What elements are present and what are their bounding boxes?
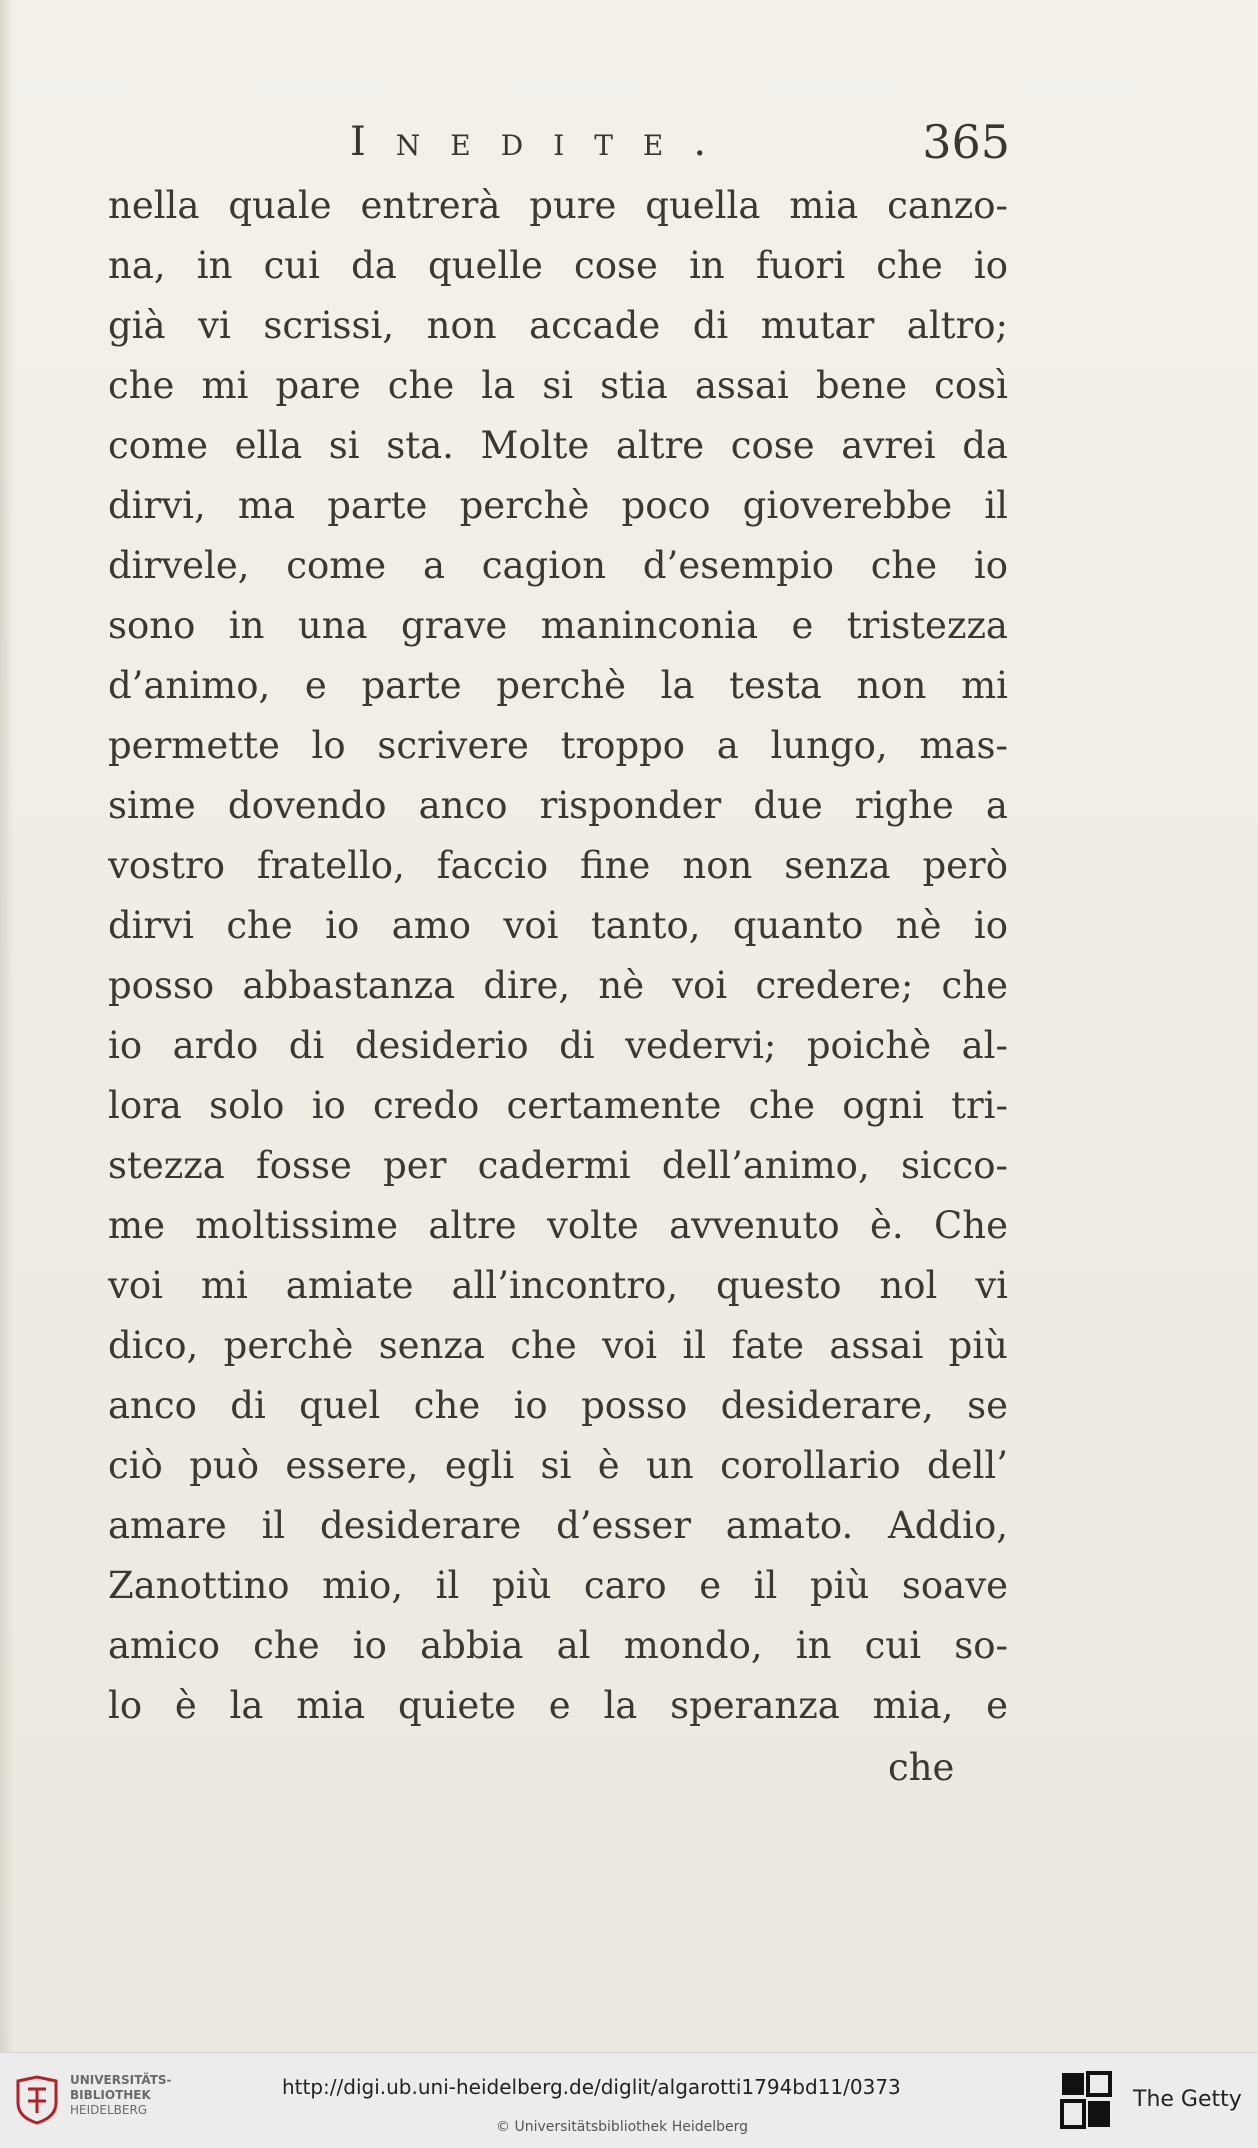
page-header	[110, 112, 1010, 172]
uni-label-line: BIBLIOTHEK	[70, 2088, 151, 2102]
text-line: lora solo io credo certamente che ogni tri-	[108, 1084, 1008, 1127]
text-line: me moltissime altre volte avvenuto è. Che	[108, 1204, 1008, 1247]
uni-label-line: UNIVERSITÄTS-	[70, 2073, 172, 2087]
page-number: 365	[922, 115, 1010, 169]
text-line: voi mi amiate all’incontro, questo nol vi	[108, 1264, 1008, 1307]
catchword: che	[888, 1746, 955, 1789]
text-line: dirvele, come a cagion d’esempio che io	[108, 544, 1008, 587]
text-line: ciò può essere, egli si è un corollario dell’	[108, 1444, 1008, 1487]
text-line: d’animo, e parte perchè la testa non mi	[108, 664, 1008, 707]
getty-label: The Getty	[1133, 2087, 1242, 2112]
text-line: anco di quel che io posso desiderare, se	[108, 1384, 1008, 1427]
getty-logo-icon	[1060, 2071, 1112, 2131]
text-line: dirvi, ma parte perchè poco gioverebbe il	[108, 484, 1008, 527]
text-line: che mi pare che la si stia assai bene così	[108, 364, 1008, 407]
university-library-label	[70, 2073, 172, 2118]
text-line: Zanottino mio, il più caro e il più soave	[108, 1564, 1008, 1607]
text-line: vostro fratello, faccio fine non senza però	[108, 844, 1008, 887]
university-seal-icon	[14, 2075, 60, 2125]
running-head: Inedite.	[350, 119, 737, 165]
text-line: amare il desiderare d’esser amato. Addio,	[108, 1504, 1008, 1547]
text-line: sime dovendo anco risponder due righe a	[108, 784, 1008, 827]
text-line: amico che io abbia al mondo, in cui so-	[108, 1624, 1008, 1667]
text-line: dirvi che io amo voi tanto, quanto nè io	[108, 904, 1008, 947]
text-line: posso abbastanza dire, nè voi credere; che	[108, 964, 1008, 1007]
text-line: nella quale entrerà pure quella mia canzo-	[108, 184, 1008, 227]
text-line: già vi scrissi, non accade di mutar altro;	[108, 304, 1008, 347]
uni-label-line: HEIDELBERG	[70, 2103, 148, 2117]
text-line: io ardo di desiderio di vedervi; poichè al-	[108, 1024, 1008, 1067]
text-line: stezza fosse per cadermi dell’animo, sicco-	[108, 1144, 1008, 1187]
text-line: sono in una grave maninconia e tristezza	[108, 604, 1008, 647]
permalink-url[interactable]: http://digi.ub.uni-heidelberg.de/diglit/algarotti1794bd11/0373	[282, 2075, 901, 2099]
viewer-footer	[0, 2052, 1258, 2148]
copyright-notice: © Universitätsbibliothek Heidelberg	[496, 2119, 749, 2135]
text-line: na, in cui da quelle cose in fuori che io	[108, 244, 1008, 287]
text-line: lo è la mia quiete e la speranza mia, e	[108, 1684, 1008, 1727]
text-line: come ella si sta. Molte altre cose avrei da	[108, 424, 1008, 467]
text-line: dico, perchè senza che voi il fate assai più	[108, 1324, 1008, 1367]
body-text	[108, 176, 1008, 1736]
text-line: permette lo scrivere troppo a lungo, mas-	[108, 724, 1008, 767]
